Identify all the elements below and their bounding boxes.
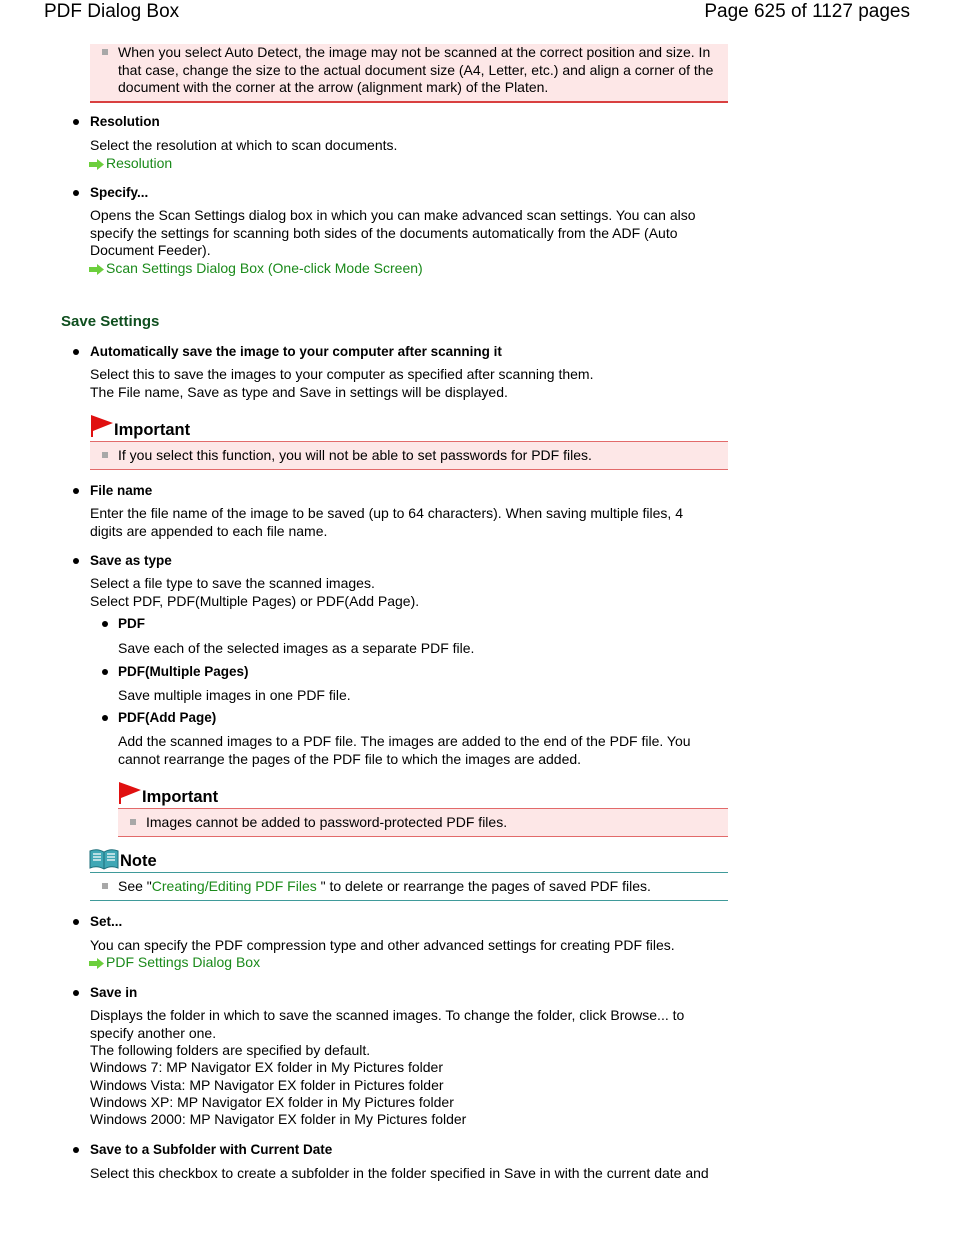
sub-label-pdf: PDF: [118, 616, 145, 631]
note-title: Note: [120, 852, 157, 870]
bullet-icon: [73, 488, 79, 494]
bullet-icon: [102, 621, 108, 627]
important-item-passwords: If you select this function, you will not be able to set passwords for PDF files.: [118, 447, 592, 463]
note-prefix: See ": [118, 878, 152, 894]
list-square-icon: [102, 49, 108, 55]
bullet-icon: [73, 1147, 79, 1153]
sub-label-pdf-add: PDF(Add Page): [118, 710, 217, 725]
arrow-right-icon: [89, 159, 104, 170]
specify-link[interactable]: [89, 260, 423, 278]
resolution-desc: Select the resolution at which to scan documents.: [90, 137, 398, 153]
arrow-right-icon: [89, 264, 104, 275]
set-link-text[interactable]: PDF Settings Dialog Box: [106, 954, 261, 970]
bullet-icon: [73, 349, 79, 355]
sub-desc-pdf-add: Add the scanned images to a PDF file. The images are added to the end of the PDF file. You cannot rearrange the pages of the PDF file to which the images are added.: [118, 733, 691, 767]
resolution-link-text[interactable]: Resolution: [106, 155, 173, 171]
list-square-icon: [102, 452, 108, 458]
save-as-type-label: Save as type: [90, 553, 172, 568]
important-flag-icon: [117, 781, 142, 805]
resolution-link[interactable]: [89, 155, 172, 173]
set-label: Set...: [90, 914, 123, 929]
note-link-creating-editing[interactable]: Creating/Editing PDF Files: [151, 878, 317, 894]
save-in-desc: Displays the folder in which to save the scanned images. To change the folder, click Browse... to specify another one.: [90, 1007, 685, 1041]
sub-desc-pdf: Save each of the selected images as a separate PDF file.: [118, 640, 475, 656]
auto-save-desc-1: Select this to save the images to your computer as specified after scanning them.: [90, 366, 594, 382]
specify-label: Specify...: [90, 185, 149, 200]
specify-desc: Opens the Scan Settings dialog box in which you can make advanced scan settings. You can also specify the settings for scanning both sides of the documents automatically from the ADF (Auto Document Feeder).: [90, 207, 696, 258]
bullet-icon: [102, 669, 108, 675]
important-item-autodetect: When you select Auto Detect, the image may not be scanned at the correct position and size. In that case, change the size to the actual document size (A4, Letter, etc.) and align a corner of the document with the corner at the arrow (alignment mark) of the Platen.: [118, 44, 714, 95]
page-title: PDF Dialog Box: [44, 1, 180, 22]
save-in-default-4: Windows XP: MP Navigator EX folder in My Pictures folder: [90, 1094, 454, 1110]
arrow-right-icon: [89, 958, 104, 969]
save-in-default-5: Windows 2000: MP Navigator EX folder in My Pictures folder: [90, 1111, 467, 1127]
auto-save-desc-2: The File name, Save as type and Save in settings will be displayed.: [90, 384, 508, 400]
important-title: Important: [114, 421, 191, 439]
important-title: Important: [142, 788, 219, 806]
bullet-icon: [73, 919, 79, 925]
note-divider-top: [90, 872, 728, 873]
save-in-default-1: The following folders are specified by default.: [90, 1042, 371, 1058]
page-number: Page 625 of 1127 pages: [704, 1, 910, 22]
list-square-icon: [130, 819, 136, 825]
book-icon: [89, 848, 119, 870]
subfolder-label: Save to a Subfolder with Current Date: [90, 1142, 333, 1157]
save-as-type-desc-1: Select a file type to save the scanned images.: [90, 575, 375, 591]
file-name-desc: Enter the file name of the image to be saved (up to 64 characters). When saving multiple files, 4 digits are appended to each file name.: [90, 505, 683, 539]
section-title-save-settings: Save Settings: [61, 313, 160, 330]
bullet-icon: [73, 190, 79, 196]
set-desc: You can specify the PDF compression type and other advanced settings for creating PDF files.: [90, 937, 675, 953]
subfolder-desc: Select this checkbox to create a subfolder in the folder specified in Save in with the current date and: [90, 1165, 709, 1181]
auto-save-label: Automatically save the image to your computer after scanning it: [90, 344, 502, 359]
bullet-icon: [73, 119, 79, 125]
important-flag-icon: [89, 414, 114, 438]
save-in-default-2: Windows 7: MP Navigator EX folder in My Pictures folder: [90, 1059, 443, 1075]
sub-label-pdf-multiple: PDF(Multiple Pages): [118, 664, 249, 679]
save-as-type-desc-2: Select PDF, PDF(Multiple Pages) or PDF(Add Page).: [90, 593, 420, 609]
save-in-default-3: Windows Vista: MP Navigator EX folder in Pictures folder: [90, 1077, 444, 1093]
specify-link-text[interactable]: Scan Settings Dialog Box (One-click Mode Screen): [106, 260, 423, 276]
bullet-icon: [102, 715, 108, 721]
list-square-icon: [102, 883, 108, 889]
sub-desc-pdf-multiple: Save multiple images in one PDF file.: [118, 687, 351, 703]
file-name-label: File name: [90, 483, 153, 498]
note-suffix: " to delete or rearrange the pages of saved PDF files.: [316, 878, 651, 894]
bullet-icon: [73, 558, 79, 564]
note-divider-bottom: [90, 900, 728, 901]
resolution-label: Resolution: [90, 114, 160, 129]
set-link[interactable]: [89, 954, 260, 972]
note-item: [118, 878, 651, 896]
save-in-label: Save in: [90, 985, 138, 1000]
bullet-icon: [73, 990, 79, 996]
important-item-password-protected: Images cannot be added to password-protected PDF files.: [146, 814, 508, 830]
